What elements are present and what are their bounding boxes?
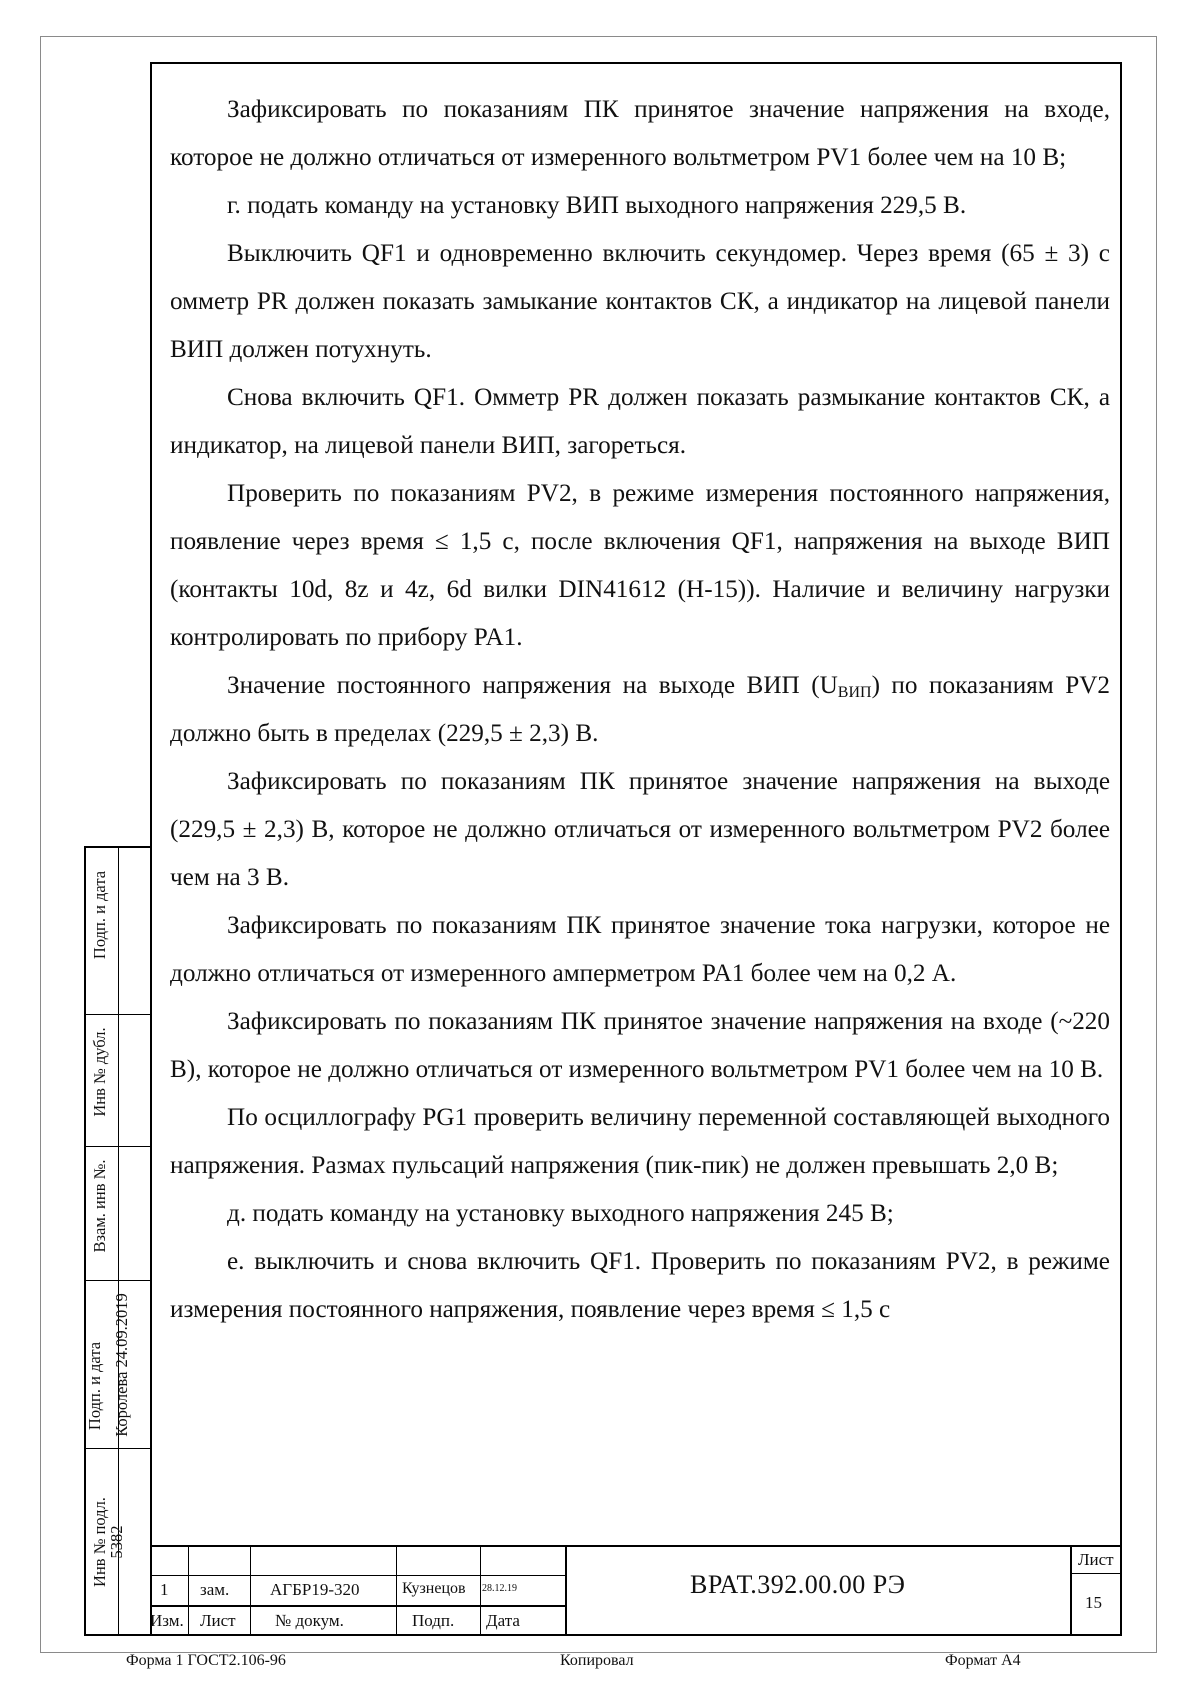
paragraph: Проверить по показаниям PV2, в режиме измерения постоянного напряжения, появление через время ≤ 1,5 с, после включения QF1, напряжения на выходе ВИП (контакты 10d, 8z и 4z, 6d вилки DIN41612 (H-15)). Наличие и величину нагрузки контролировать по прибору PA1. [170, 480, 1110, 651]
paragraph: Зафиксировать по показаниям ПК принятое значение тока нагрузки, которое не должно отличаться от измеренного амперметром PA1 более чем на 0,2 А. [170, 912, 1110, 987]
date-value: 28.12.19 [482, 1583, 517, 1594]
paragraph: Выключить QF1 и одновременно включить секундомер. Через время (65 ± 3) с омметр PR должен показать замыкание контактов СК, а индикатор на лицевой панели ВИП должен потухнуть. [170, 240, 1110, 363]
subscript: ВИП [837, 684, 872, 701]
format-label: Формат А4 [945, 1652, 1021, 1669]
paragraph: д. подать команду на установку выходного напряжения 245 В; [227, 1200, 894, 1227]
side-label-podp-data-top: Подп. и дата [90, 870, 109, 960]
side-label-inv-dubl: Инв № дубл. [90, 1027, 109, 1117]
divider [150, 1545, 1122, 1547]
divider [250, 1545, 251, 1636]
paragraph-part: Значение постоянного напряжения на выходе ВИП (U [227, 672, 838, 699]
copied-label: Копировал [560, 1652, 634, 1669]
paragraph: Зафиксировать по показаниям ПК принятое значение напряжения на входе, которое не должно отличаться от измеренного вольтметром PV1 более чем на 10 В; [170, 96, 1110, 171]
sheet-label: Лист [1078, 1550, 1114, 1569]
izm-label: Изм. [150, 1611, 184, 1630]
document-code: ВРАТ.392.00.00 РЭ [690, 1570, 906, 1599]
divider [1070, 1573, 1122, 1574]
side-label-inv-podl: Инв № подл. [90, 1497, 109, 1587]
divider [188, 1545, 189, 1636]
paragraph-part: ) по показаниям PV2 должно быть в пределах (229,5 ± 2,3) В. [170, 672, 1110, 747]
side-label-vzam-inv: Взам. инв №. [90, 1159, 109, 1253]
date-label: Дата [486, 1611, 520, 1630]
side-label-inv-number: 5382 [107, 1525, 126, 1559]
side-label-podp-data: Подп. и дата [85, 1341, 104, 1431]
list-label: Лист [200, 1611, 236, 1630]
list-value: зам. [200, 1580, 230, 1599]
divider [565, 1545, 567, 1636]
paragraph [170, 662, 1110, 758]
paragraph: Зафиксировать по показаниям ПК принятое значение напряжения на выходе (229,5 ± 2,3) В, которое не должно отличаться от измеренного вольтметром PV2 более чем на 3 В. [170, 768, 1110, 891]
paragraph: е. выключить и снова включить QF1. Проверить по показаниям PV2, в режиме измерения постоянного напряжения, появление через время ≤ 1,5 с [170, 1248, 1110, 1323]
doc-number-value: АГБР19-320 [270, 1580, 360, 1599]
divider [150, 1575, 565, 1576]
signature-label: Подп. [412, 1611, 455, 1630]
divider [480, 1545, 481, 1636]
divider [1070, 1545, 1072, 1636]
paragraph: г. подать команду на установку ВИП выходного напряжения 229,5 В. [227, 192, 967, 219]
doc-number-label: № докум. [275, 1611, 344, 1630]
paragraph: По осциллографу PG1 проверить величину переменной составляющей выходного напряжения. Размах пульсаций напряжения (пик-пик) не должен превышать 2,0 В; [170, 1104, 1110, 1179]
paragraph: Зафиксировать по показаниям ПК принятое значение напряжения на входе (~220 В), которое не должно отличаться от измеренного вольтметром PV1 более чем на 10 В. [170, 1008, 1110, 1083]
izm-value: 1 [160, 1580, 169, 1599]
body-text [170, 86, 1110, 1334]
title-block [150, 1545, 1122, 1636]
sheet-number: 15 [1085, 1593, 1102, 1612]
divider [396, 1545, 397, 1636]
paragraph: Снова включить QF1. Омметр PR должен показать размыкание контактов СК, а индикатор, на лицевой панели ВИП, загореться. [170, 384, 1110, 459]
signature-value: Кузнецов [402, 1580, 466, 1597]
side-label-signature: Королева 24.09.2019 [112, 1293, 131, 1437]
form-label: Форма 1 ГОСТ2.106-96 [126, 1652, 286, 1669]
divider [150, 1605, 565, 1607]
